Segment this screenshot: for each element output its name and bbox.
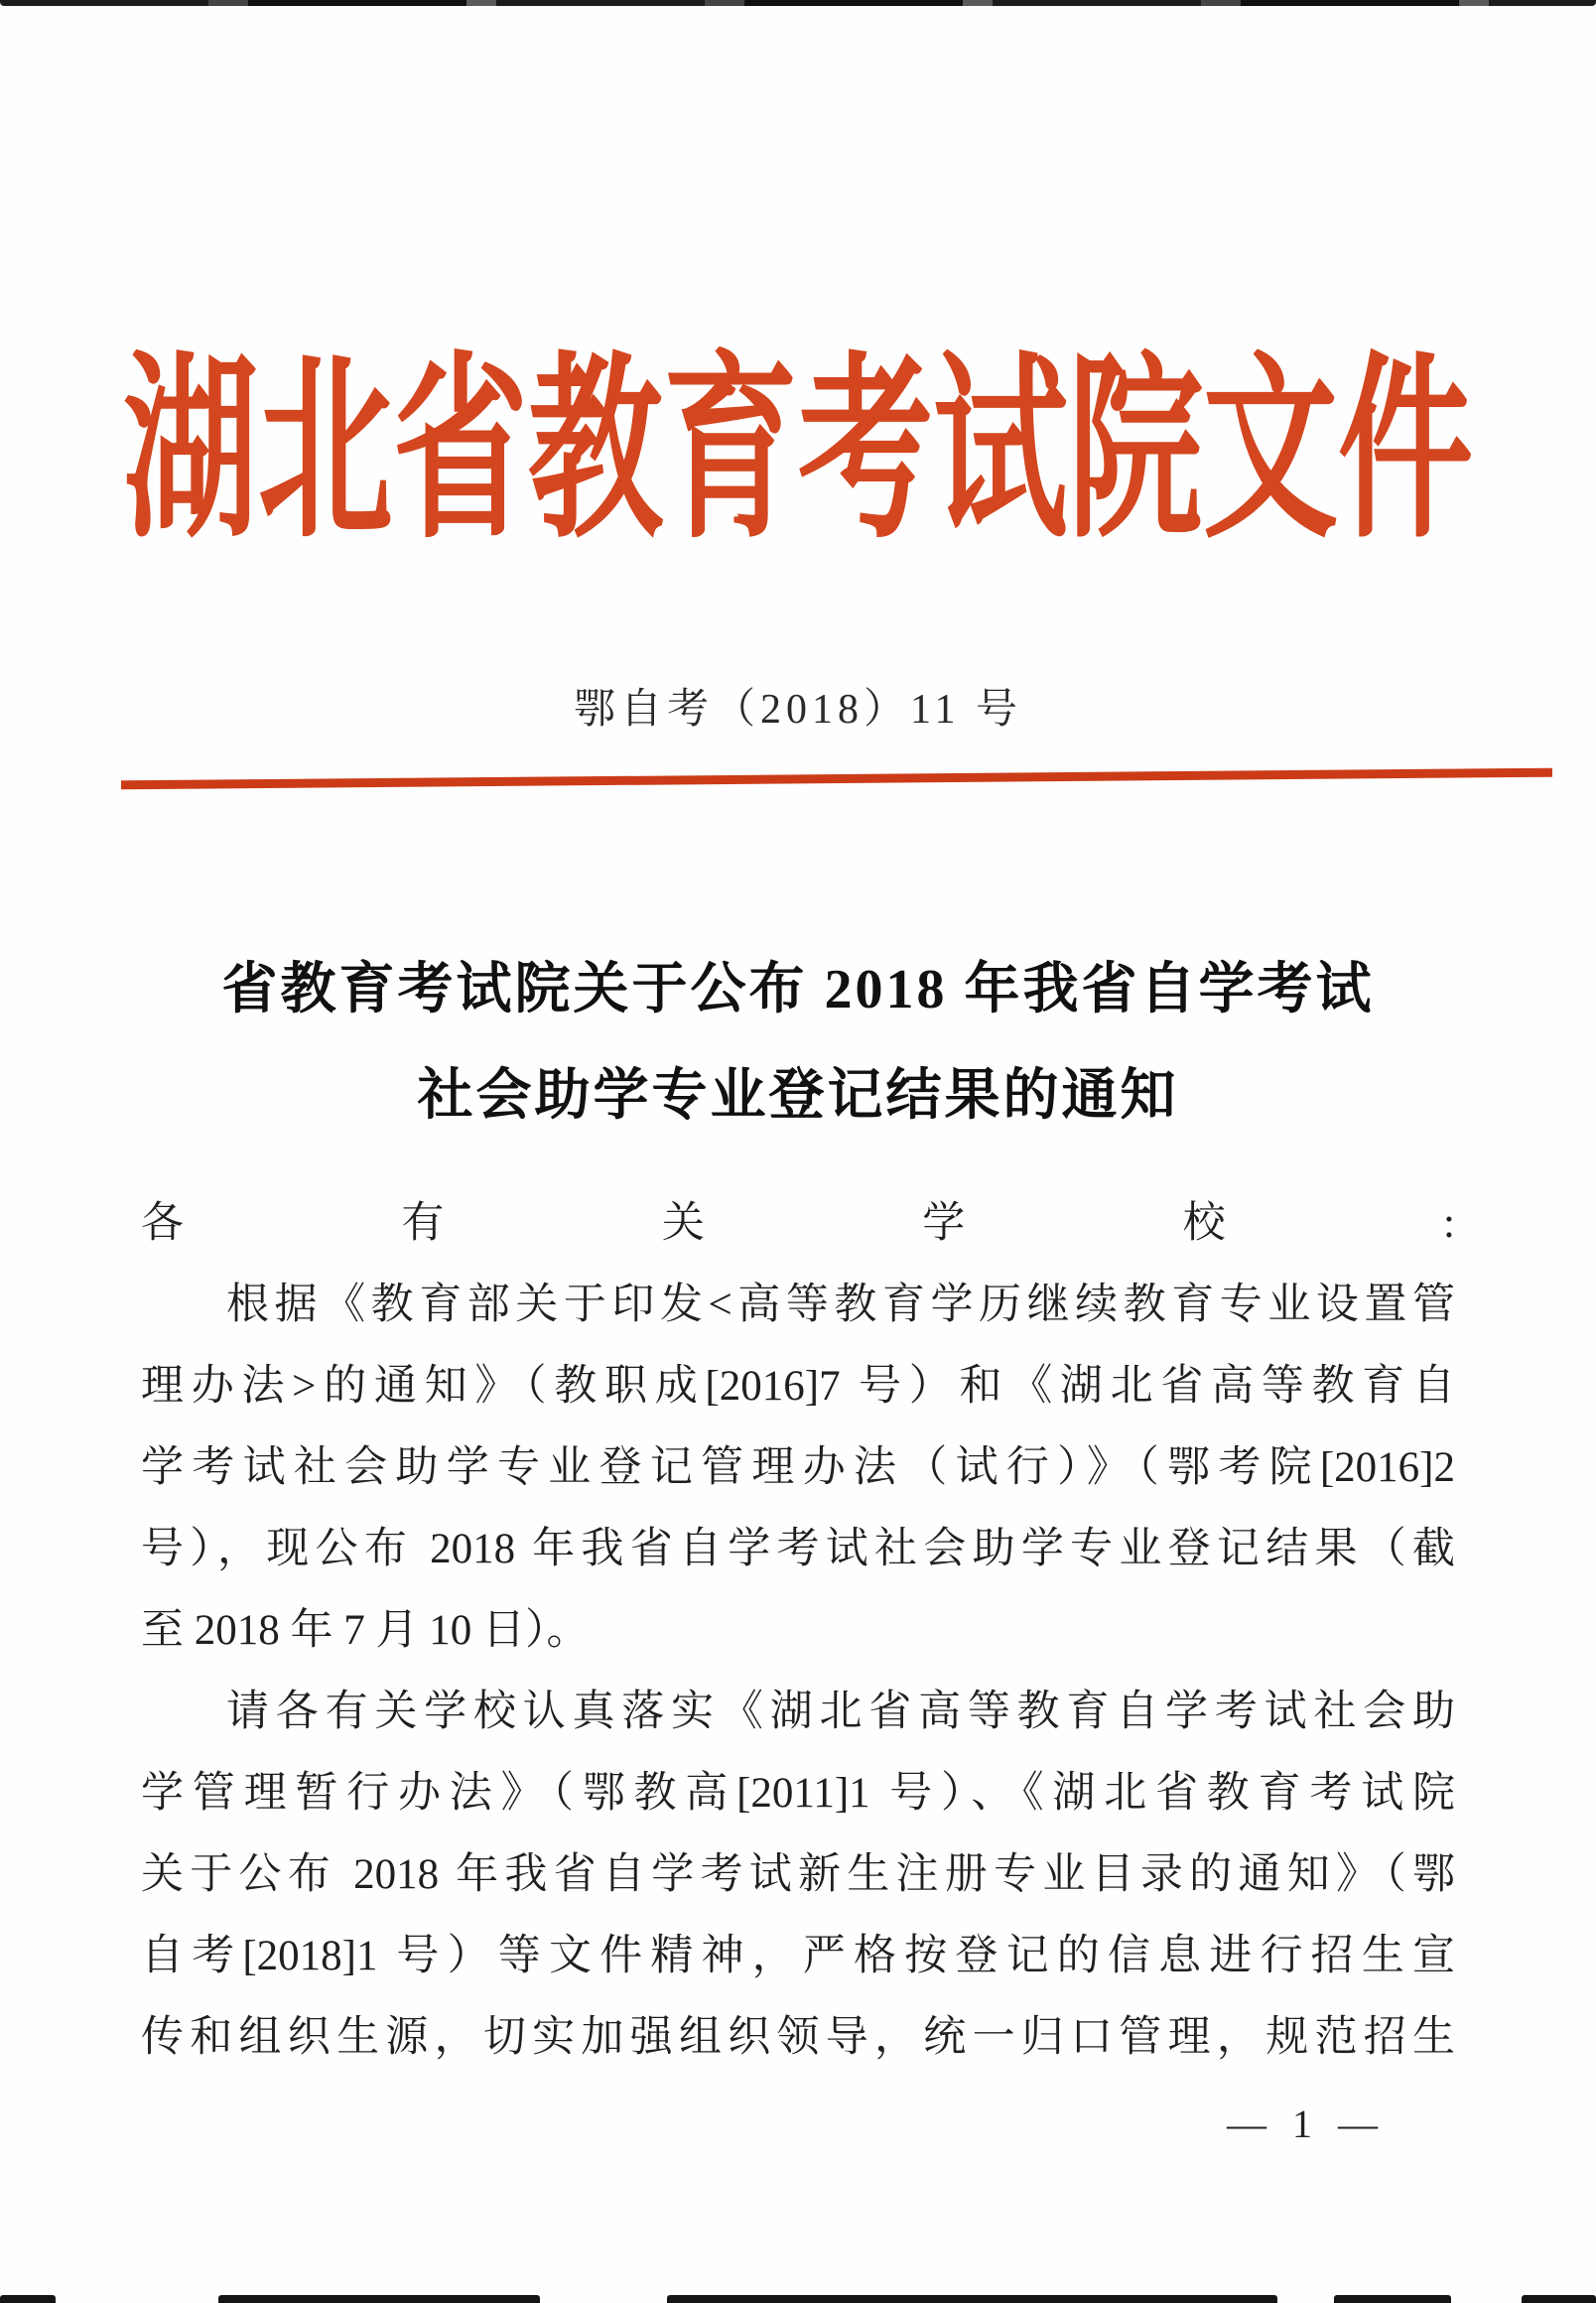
scan-artifact-segment (218, 2295, 540, 2303)
body-line: 传和组织生源，切实加强组织领导，统一归口管理，规范招生 (141, 2014, 1455, 2061)
page-number: — 1 — (1227, 2101, 1386, 2146)
salutation: 各有关学校: (141, 1200, 1455, 1247)
scan-artifact-segment (667, 2295, 1277, 2303)
body-line: 至 2018 年 7 月 10 日）。 (141, 1607, 590, 1654)
notice-title (0, 937, 1596, 1150)
notice-title-line-2: 社会助学专业登记结果的通知 (417, 1065, 1179, 1127)
document-number: 鄂自考（2018）11 号 (574, 687, 1022, 733)
body-text (141, 1183, 1455, 2079)
scan-artifact-segment (1334, 2295, 1451, 2303)
notice-title-line-1: 省教育考试院关于公布 2018 年我省自学考试 (221, 959, 1375, 1020)
body-line: 自考[2018]1 号）等文件精神，严格按登记的信息进行招生宣 (141, 1933, 1455, 1979)
body-line: 号），现公布 2018 年我省自学考试社会助学专业登记结果（截 (141, 1526, 1455, 1572)
body-line: 请各有关学校认真落实《湖北省高等教育自学考试社会助 (226, 1689, 1455, 1735)
body-line: 学管理暂行办法》（鄂教高[2011]1 号）、《湖北省教育考试院 (141, 1770, 1455, 1817)
scan-edge-bottom-artifact (0, 2293, 1596, 2303)
body-line: 理办法>的通知》（教职成[2016]7 号）和《湖北省高等教育自 (141, 1363, 1455, 1410)
masthead-title: 湖北省教育考试院文件 (123, 342, 1474, 562)
red-divider-rule (121, 768, 1552, 790)
scan-edge-top-artifact (0, 0, 1596, 6)
scan-artifact-segment (1522, 2295, 1596, 2303)
body-line: 关于公布 2018 年我省自学考试新生注册专业目录的通知》（鄂 (141, 1851, 1455, 1898)
body-line: 学考试社会助学专业登记管理办法（试行）》（鄂考院[2016]2 (141, 1444, 1455, 1491)
scan-artifact-segment (0, 2295, 56, 2303)
body-line: 根据《教育部关于印发<高等教育学历继续教育专业设置管 (226, 1282, 1455, 1328)
